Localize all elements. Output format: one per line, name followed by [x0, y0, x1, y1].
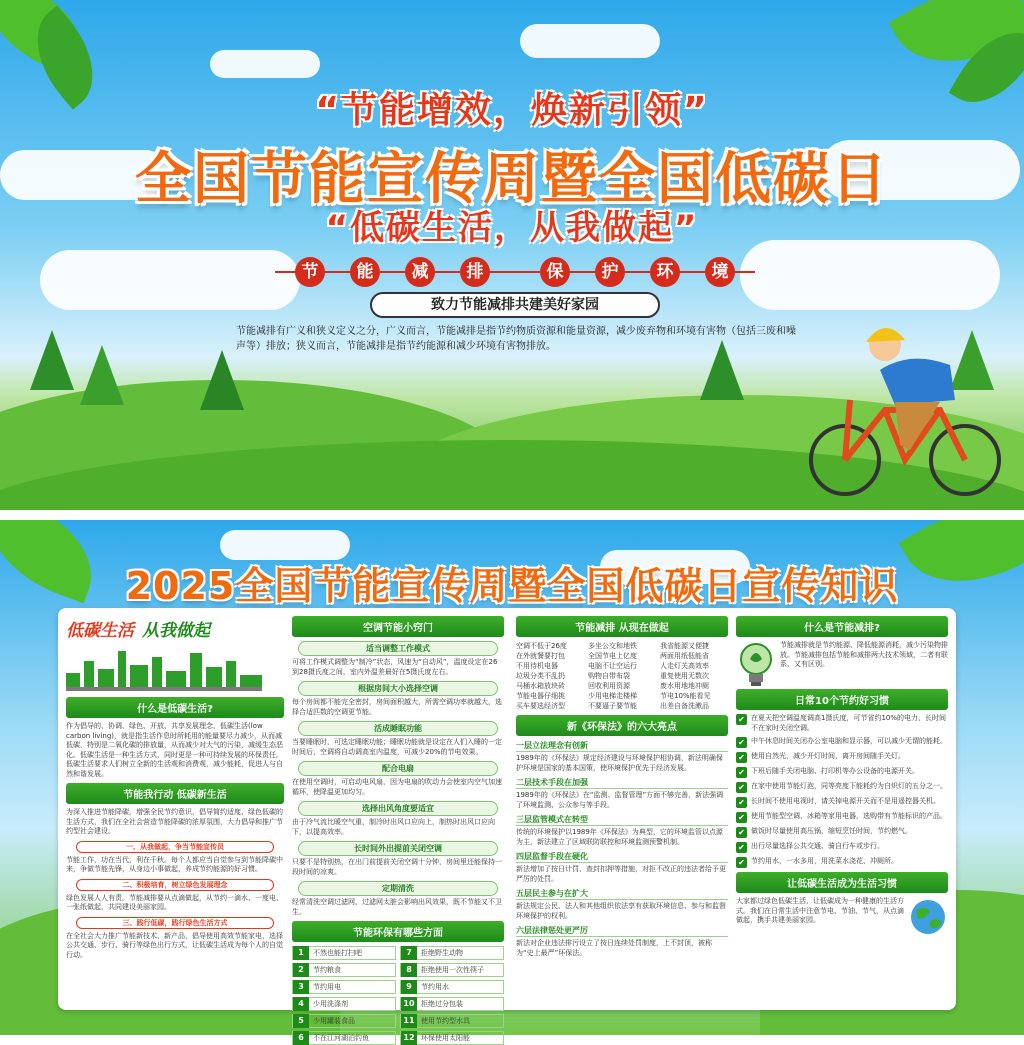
- check-icon: ✔: [736, 737, 747, 748]
- law-highlight-text: 传统的环境保护以1989年《环保法》为典型，它的环境监管以点源为主，新法建立了区域联防联控和环境监测预警机制。: [516, 828, 723, 846]
- slogan-row: [66, 616, 284, 641]
- law-highlight-text: 新法对企业违法排污设立了按日连续处罚制度，上不封顶，被称为“史上最严”环保法。: [516, 939, 712, 957]
- section-text: 节能减排就是节约能源、降低能源消耗，减少污染物排放。节能减排包括节能和减排两大技术领域，二者有联系，又有区别。: [780, 641, 948, 668]
- column-save-now: [516, 616, 728, 962]
- char-bubble: 保: [540, 257, 570, 287]
- column-habits: [736, 616, 948, 937]
- tip-text: 只要不是特别热，在出门前提前关闭空调十分钟，房间里还能保持一段时间的凉爽。: [292, 858, 502, 876]
- section-header: 节能我行动 低碳新生活: [66, 783, 284, 804]
- section-header: 节能减排 从现在做起: [516, 616, 728, 637]
- tip-text: 每个房间都不能完全密封，房间面积越大，所需空调功率就越大，选择合适匹数的空调更节能。: [292, 698, 502, 716]
- step-tag: 三、践行低碳，践行绿色生活方式: [76, 917, 274, 929]
- section-text: 大家都过绿色低碳生活，让低碳成为一种健康的生活方式。我们在日常生活中注意节电、节油、节气，从点滴做起，携手共建美丽家园。: [736, 897, 904, 924]
- check-icon: ✔: [736, 782, 747, 793]
- law-highlight-heading: 一层立法理念有创新: [516, 740, 728, 752]
- intro-text: 节能减排有广义和狭义定义之分，广义而言，节能减排是指节约物质资源和能量资源，减少废弃物和环境有害物（包括三废和噪声等）排放；狭义而言，节能减排是指节约能源和减少环境有害物排放。: [236, 326, 796, 352]
- section-header: 让低碳生活成为生活习惯: [736, 872, 948, 893]
- section-text: 节能工作，功在当代，利在千秋。每个人都应当自觉参与到节能降碳中来，争做节能先锋，从身边小事做起，养成节约能源的好习惯。: [66, 855, 283, 873]
- list-item: 4 少用洗涤剂: [292, 997, 396, 1011]
- knowledge-title: 2025全国节能宣传周暨全国低碳日宣传知识: [125, 564, 899, 608]
- check-icon: ✔: [736, 797, 747, 808]
- list-item: 12 环保使用太阳能: [400, 1031, 504, 1045]
- tip-text: 在使用空调时，可启动电风扇，因为电扇的吹动力会使室内空气加速循环，使降温更加均匀。: [292, 778, 502, 796]
- section-header: 日常10个节约好习惯: [736, 689, 948, 710]
- list-item: ✔ 在家中使用节能灯泡，同等亮度下能耗约为白炽灯的五分之一。: [736, 782, 948, 793]
- char-bubble: 能: [350, 257, 380, 287]
- list-item: ✔ 在夏天把空调温度调高1摄氏度，可节省约10%的电力，长时间不在家时关闭空调。: [736, 714, 948, 733]
- slogan-grid: 空调不低于26度 多坐公交和地铁 我省能源又便捷 在外就餐要打包 全国节电上亿度 两面用纸低能省 不用待机电器 电脑不让空运行 人走灯关高效率 垃圾分类不乱扔 购物自带布袋 重复使用无数次 马桶水箱放块砖 回收利用资源 废水用地地冲厕 节能电器仔细挑 少用电梯走楼梯 节电10%能看见 买车要选经济型 不要逼子要节能 出差自备洗漱品: [516, 642, 711, 710]
- section-header: 空调节能小窍门: [292, 616, 504, 637]
- tip-heading: 定期清洗: [298, 881, 498, 896]
- char-bubble: 排: [460, 257, 490, 287]
- tip-heading: 活成睡眠功能: [298, 721, 498, 736]
- tip-text: 经常清洗空调过滤网，过滤网太脏会影响出风效果，既不节能又不卫生。: [292, 898, 502, 916]
- list-item: 1 不然也能打扫吧: [292, 946, 396, 960]
- lightbulb-icon: [736, 641, 776, 689]
- column-low-carbon: [66, 616, 284, 964]
- tip-text: 当要睡眠时，可选定睡眠功能；睡眠功能就是设定在人们入睡的一定时间后，空调将自动调高室内温度，可减少20%的节电效果。: [292, 738, 502, 756]
- section-text: 为深入推进节能降碳，增强全民节约意识，倡导简约适度、绿色低碳的生活方式，我们在全社会营造节能降碳的浓厚氛围，大力倡导和推广节约型社会建设。: [66, 808, 283, 835]
- list-item: 10 拒绝过分包装: [400, 997, 504, 1011]
- check-icon: ✔: [736, 714, 747, 725]
- tip-text: 可将工作模式调整为“制冷”状态，风速为“自动风”，温度设定在26到28摄氏度之间，室内外温差最好在5摄氏度左右。: [292, 658, 498, 676]
- list-item: ✔ 出行尽量选择公共交通、骑自行车或步行。: [736, 842, 948, 853]
- column-ac-tips: [292, 616, 504, 1045]
- list-item: 6 不在江河湖泊钓鱼: [292, 1031, 396, 1045]
- divider: [275, 271, 755, 273]
- list-item: ✔ 下班后随手关闭电脑、打印机等办公设备的电源开关。: [736, 767, 948, 778]
- tip-heading: 配合电扇: [298, 761, 498, 776]
- section-header: 节能环保有哪些方面: [292, 921, 504, 942]
- tree: [80, 345, 124, 405]
- law-highlight-text: 1989年的《环保法》规定经济建设与环境保护相协调，新法明确保护环境是国家的基本国策，使环境保护优先于经济发展。: [516, 754, 723, 772]
- check-icon: ✔: [736, 812, 747, 823]
- law-highlight-heading: 三层监管模式在转型: [516, 814, 728, 826]
- globe-icon: [908, 897, 948, 937]
- list-item: ✔ 做饭时尽量使用高压锅，缩短烹饪时间，节约燃气。: [736, 827, 948, 838]
- city-skyline-icon: [66, 645, 284, 691]
- list-item: ✔ 使用节能型空调、冰箱等家用电器，选购带有节能标识的产品。: [736, 812, 948, 823]
- tree: [30, 330, 74, 390]
- list-item: 9 节约用水: [400, 980, 504, 994]
- list-item: 5 少用罐装食品: [292, 1014, 396, 1028]
- char-bubble: 护: [595, 257, 625, 287]
- cloud: [520, 24, 660, 58]
- law-highlight-heading: 五层民主参与在扩大: [516, 888, 728, 900]
- list-item: ✔ 长时间不使用电视时，请关掉电源开关而不是用遥控器关机。: [736, 797, 948, 808]
- list-item: ✔ 节约用水，一水多用，用洗菜水浇花、冲厕所。: [736, 857, 948, 868]
- char-bubble: 环: [650, 257, 680, 287]
- check-icon: ✔: [736, 857, 747, 868]
- env-list: [292, 946, 504, 1045]
- check-icon: ✔: [736, 752, 747, 763]
- energy-intro: [736, 641, 948, 689]
- char-bubble: 境: [705, 257, 735, 287]
- slogan-start-from-me: 从我做起: [142, 621, 210, 641]
- char-bubble: 减: [405, 257, 435, 287]
- slogan-quote-2: “低碳生活，从我做起”: [325, 208, 699, 248]
- law-highlight-text: 1989年的《环保法》在“监测、监督管理”方面不够完善，新法强调了环境监测、公众参与等手段。: [516, 791, 724, 809]
- cloud: [210, 50, 320, 78]
- list-item: ✔ 中午休息时间关闭办公室电脑和显示器，可以减少无谓的能耗。: [736, 737, 948, 748]
- slogan-low-carbon: 低碳生活: [66, 621, 134, 641]
- char-bubble: 节: [295, 257, 325, 287]
- section-header: 新《环保法》的六大亮点: [516, 715, 728, 736]
- cyclist-illustration: [800, 310, 1010, 500]
- law-highlight-heading: 六层法律惩处更严厉: [516, 925, 728, 937]
- list-item: ✔ 使用自然光，减少开灯时间，离开房间随手关灯。: [736, 752, 948, 763]
- list-item: 11 使用节约型水具: [400, 1014, 504, 1028]
- section-header: 什么是节能减排?: [736, 616, 948, 637]
- tip-text: 由于冷气流比暖空气重，制冷时出风口应向上，制热时出风口应向下，以提高效率。: [292, 818, 495, 836]
- subtitle-badge: 致力节能减排共建美好家园: [370, 292, 660, 318]
- law-highlight-text: 新法增加了按日计罚、查封扣押等措施，对拒不改正的违法者给予更严厉的处罚。: [516, 865, 726, 883]
- step-tag: 二、积极培育，树立绿色发展理念: [76, 879, 274, 891]
- section-text: 在全社会大力推广节能新技术、新产品，倡导使用高效节能家电，选择公共交通、步行、骑行等绿色出行方式，让低碳生活成为每个人的自觉行动。: [66, 931, 283, 959]
- check-icon: ✔: [736, 767, 747, 778]
- list-item: 3 节约用电: [292, 980, 396, 994]
- section-header: 什么是低碳生活?: [66, 697, 284, 718]
- list-item: 2 节约粮食: [292, 963, 396, 977]
- tip-heading: 选择出风角度要适宜: [298, 801, 498, 816]
- law-highlight-heading: 二层技术手段在加强: [516, 777, 728, 789]
- cloud: [40, 250, 300, 310]
- page-title: 全国节能宣传周暨全国低碳日: [135, 147, 889, 212]
- tip-heading: 适当调整工作模式: [298, 641, 498, 656]
- habit-outro: [736, 897, 948, 937]
- tree: [200, 350, 244, 410]
- list-item: 8 拒绝使用一次性筷子: [400, 963, 504, 977]
- law-highlight-heading: 四层监督手段在硬化: [516, 851, 728, 863]
- slogan-characters: [275, 257, 755, 287]
- section-text: 作为倡导的、协调、绿色、开放、共享发展理念，低碳生活(low carbon living)，就是指生活作息时所耗用的能量要尽力减少，从而减低碳，特别是二氧化碳的排放量，从而减少对大气的污染，减缓生态恶化。低碳生活是一种生活方式，同时更是一种可持续发展的环保责任。低碳生活要求人们树立全新的生活观和消费观，减少能耗，促进人与自然和谐发展。: [66, 722, 283, 778]
- check-icon: ✔: [736, 842, 747, 853]
- cloud: [740, 240, 1000, 310]
- list-item: 7 拒绝野生动物: [400, 946, 504, 960]
- slogan-quote-1: “节能增效，焕新引领”: [315, 90, 709, 131]
- step-tag: 一、从我做起，争当节能宣传员: [76, 841, 274, 853]
- law-highlight-text: 新法规定公民、法人和其他组织依法享有获取环境信息、参与和监督环境保护的权利。: [516, 902, 726, 920]
- tip-heading: 长时间外出提前关闭空调: [298, 841, 498, 856]
- check-icon: ✔: [736, 827, 747, 838]
- section-text: 绿色发展人人有责。节能减排要从点滴做起，从节约一滴水、一度电、一张纸做起，共同建设美丽家园。: [66, 893, 283, 911]
- tip-heading: 根据房间大小选择空调: [298, 681, 498, 696]
- top-banner: [0, 0, 1024, 510]
